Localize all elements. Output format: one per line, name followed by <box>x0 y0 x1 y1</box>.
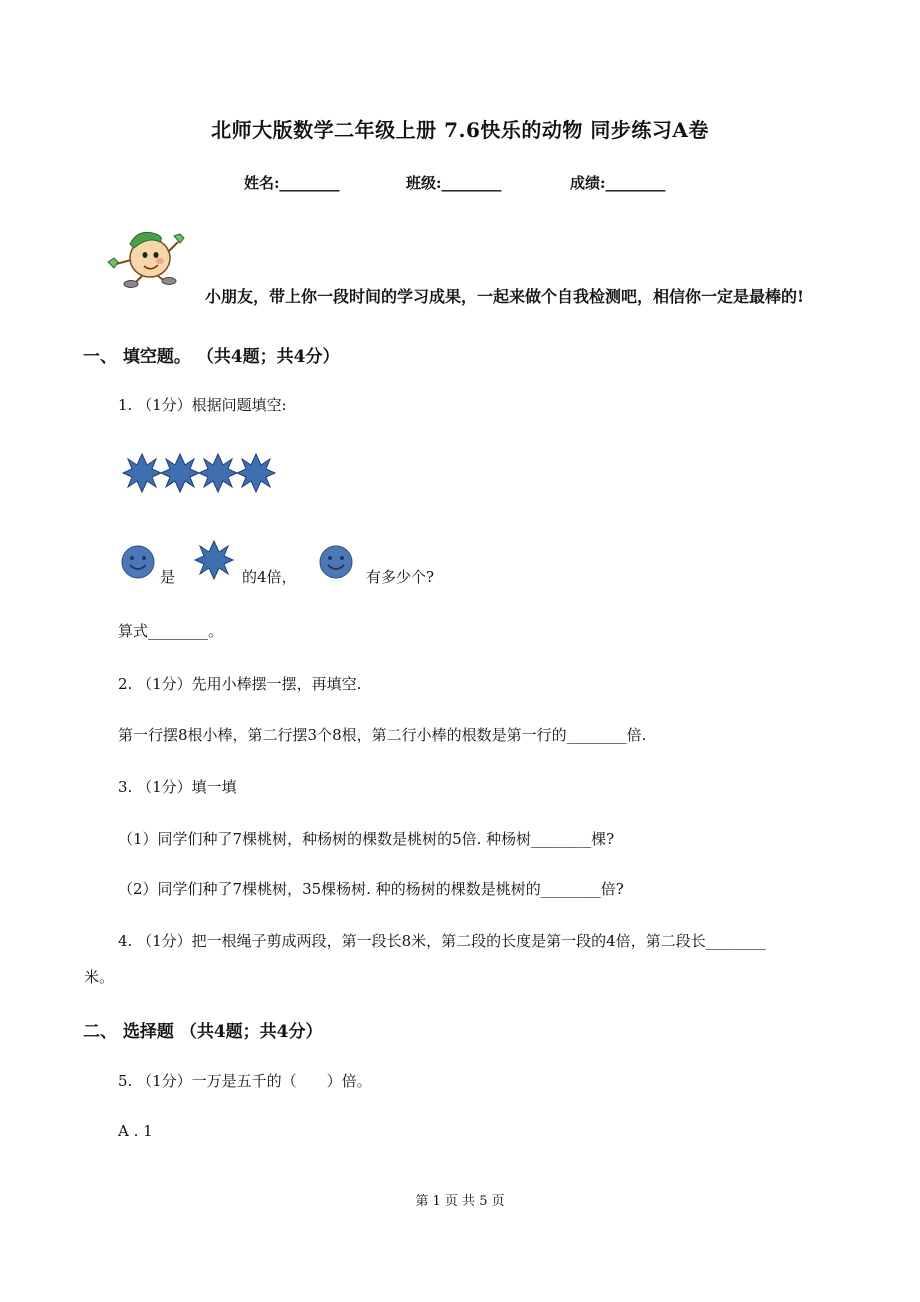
class-field: 班级:________ <box>406 174 502 192</box>
question-5-option-a: A . 1 <box>118 1122 153 1140</box>
text-ask: 有多少个? <box>366 568 435 586</box>
stars-row <box>122 452 278 494</box>
question-4-line-2: 米。 <box>84 968 115 986</box>
question-1-formula: 算式________。 <box>118 622 224 640</box>
question-2-body: 第一行摆8根小棒，第二行摆3个8根，第二行小棒的根数是第一行的________倍. <box>118 726 647 744</box>
question-4-line-1: 4. （1分）把一根绳子剪成两段，第一段长8米，第二段的长度是第一段的4倍，第二段长________ <box>118 932 766 950</box>
star-icon <box>123 454 161 492</box>
question-3-part-1: （1）同学们种了7棵桃树，种杨树的棵数是桃树的5倍. 种杨树________棵? <box>118 830 615 848</box>
text-times: 的4倍， <box>242 568 297 586</box>
question-5-stem: 5. （1分）一万是五千的（ ）倍。 <box>118 1072 372 1090</box>
smiley-face-icon <box>318 544 354 580</box>
text-is: 是 <box>160 568 176 586</box>
page-footer: 第 1 页 共 5 页 <box>415 1194 505 1209</box>
question-1-stem: 1. （1分）根据问题填空: <box>118 396 287 414</box>
page-title: 北师大版数学二年级上册 7.6快乐的动物 同步练习A卷 <box>211 118 709 142</box>
star-icon <box>161 454 199 492</box>
mascot-icon <box>104 222 186 288</box>
name-field: 姓名:________ <box>244 174 340 192</box>
question-3-stem: 3. （1分）填一填 <box>118 778 237 796</box>
question-2-stem: 2. （1分）先用小棒摆一摆，再填空. <box>118 675 362 693</box>
section-fill-blank-heading: 一、 填空题。 （共4题；共4分） <box>83 347 340 367</box>
smiley-face-icon <box>120 544 156 580</box>
star-icon <box>237 454 275 492</box>
question-3-part-2: （2）同学们种了7棵桃树，35棵杨树. 种的杨树的棵数是桃树的________倍? <box>118 880 624 898</box>
section-choice-heading: 二、 选择题 （共4题；共4分） <box>83 1022 323 1042</box>
score-field: 成绩:________ <box>570 174 666 192</box>
greeting-text: 小朋友，带上你一段时间的学习成果，一起来做个自我检测吧，相信你一定是最棒的! <box>205 287 805 306</box>
star-icon <box>194 540 234 580</box>
star-icon <box>199 454 237 492</box>
